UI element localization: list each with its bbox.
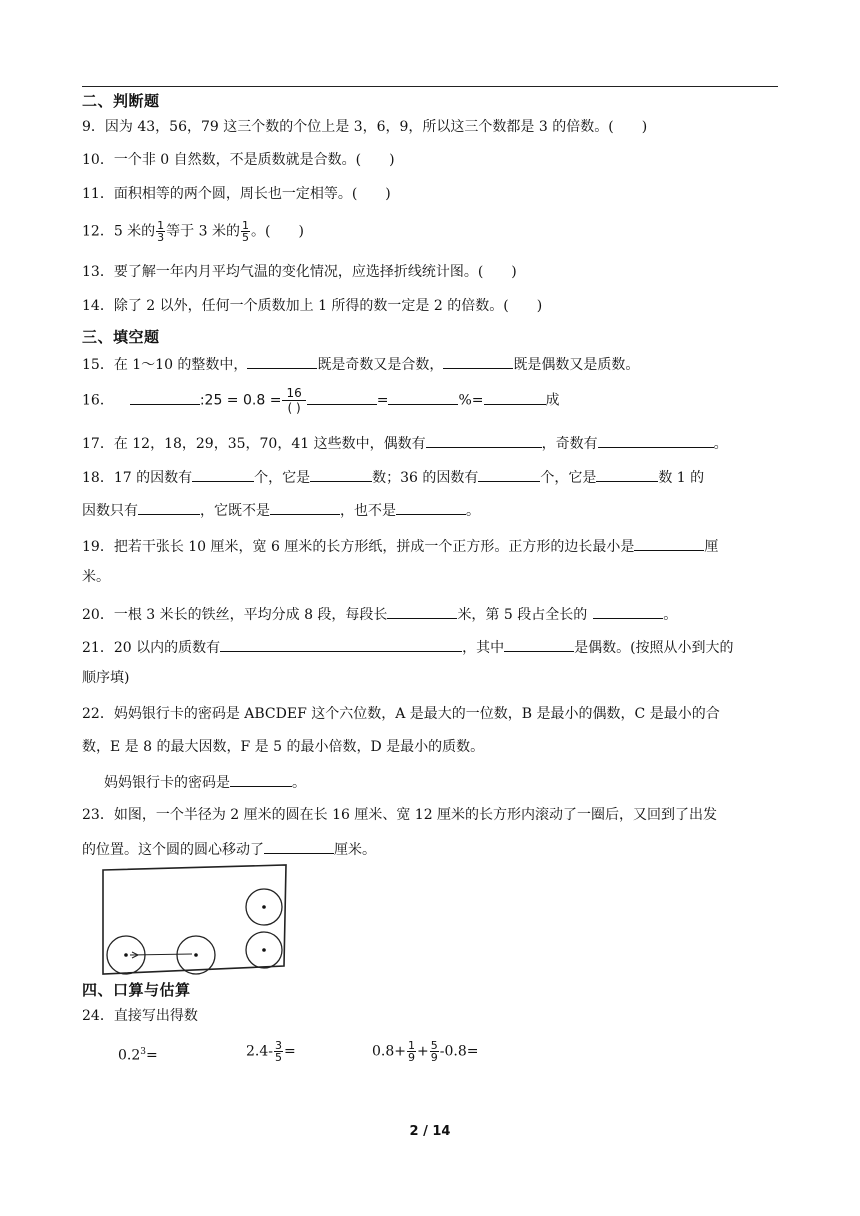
q16-text-b: :25 = 0.8 = xyxy=(199,392,282,409)
calc1-base: 0.2 xyxy=(118,1047,141,1064)
section-heading-fill: 三、填空题 xyxy=(82,328,160,346)
calc2-equals: = xyxy=(284,1043,296,1060)
q15-text-b: 既是奇数又是合数， xyxy=(317,357,444,373)
question-21-line-1 xyxy=(82,637,734,657)
question-18-line-2 xyxy=(82,500,480,520)
circle-right-upper xyxy=(246,889,282,925)
calc3-text-b: -0.8= xyxy=(439,1043,479,1060)
circle-bottom-middle xyxy=(177,936,215,974)
section-heading-calc: 四、口算与估算 xyxy=(82,981,191,999)
q19-text-b: 厘 xyxy=(704,539,719,555)
question-23-line-2 xyxy=(82,839,376,859)
header-rule xyxy=(82,86,778,87)
question-18-line-1 xyxy=(82,467,704,487)
q12-text-c: 。( ) xyxy=(250,223,304,240)
calc3-num-1: 1 xyxy=(408,1039,415,1052)
q22-blank-1[interactable] xyxy=(230,772,292,787)
q16-fraction xyxy=(282,386,305,415)
question-13: 13．要了解一年内月平均气温的变化情况，应选择折线统计图。( ) xyxy=(82,264,517,280)
q12-f1-num: 1 xyxy=(157,219,165,232)
question-19-line-1 xyxy=(82,536,718,556)
calc3-fraction-1 xyxy=(407,1040,416,1063)
page-number: 2 / 14 xyxy=(409,1124,451,1139)
q16-blank-2[interactable] xyxy=(307,390,377,405)
q21-text-c: 是偶数。(按照从小到大的 xyxy=(574,640,734,656)
q18-text-e: 数 1 的 xyxy=(658,470,705,486)
q18-blank-2[interactable] xyxy=(310,467,372,482)
question-11: 11．面积相等的两个圆，周长也一定相等。( ) xyxy=(82,186,391,202)
calc-item-3 xyxy=(372,1040,478,1063)
center-path-line xyxy=(130,954,192,955)
q12-fraction-2 xyxy=(241,220,250,243)
question-19-line-2: 米。 xyxy=(82,569,110,585)
calc3-den-1: 9 xyxy=(408,1051,415,1064)
calc2-text-a: 2.4- xyxy=(246,1043,273,1060)
q15-blank-2[interactable] xyxy=(443,354,513,369)
q16-frac-num: 16 xyxy=(282,386,305,401)
q19-text-a: 19．把若干张长 10 厘米，宽 6 厘米的长方形纸，拼成一个正方形。正方形的边长最小是 xyxy=(82,539,635,555)
q20-blank-2[interactable] xyxy=(593,604,663,619)
question-12 xyxy=(82,220,304,243)
calc3-num-2: 5 xyxy=(430,1039,438,1052)
question-20 xyxy=(82,604,677,624)
q17-blank-2[interactable] xyxy=(598,433,714,448)
calc1-equals: = xyxy=(146,1047,158,1064)
q18-blank-1[interactable] xyxy=(192,467,254,482)
q17-blank-1[interactable] xyxy=(426,433,542,448)
q16-blank-1[interactable] xyxy=(130,390,200,405)
calc1-exponent: 3 xyxy=(140,1047,146,1057)
q15-blank-1[interactable] xyxy=(247,354,317,369)
q16-text-e: 成 xyxy=(545,392,560,409)
q12-text-a: 12．5 米的 xyxy=(82,223,156,240)
question-22-line-1: 22．妈妈银行卡的密码是 ABCDEF 这个六位数，A 是最大的一位数，B 是最小的偶数，C 是最小的合 xyxy=(82,706,720,722)
q18-text-f: 因数只有 xyxy=(82,503,138,519)
question-17 xyxy=(82,433,728,453)
q18-text-d: 个，它是 xyxy=(540,470,597,486)
question-14: 14．除了 2 以外，任何一个质数加上 1 所得的数一定是 2 的倍数。( ) xyxy=(82,298,543,314)
q18-blank-6[interactable] xyxy=(270,500,340,515)
q18-text-a: 18．17 的因数有 xyxy=(82,470,193,486)
q23-text-c: 厘米。 xyxy=(334,842,376,858)
calc3-fraction-2 xyxy=(430,1040,439,1063)
rectangle-outline xyxy=(103,865,286,974)
q20-text-a: 20．一根 3 米长的铁丝，平均分成 8 段，每段长 xyxy=(82,607,388,623)
q16-text-c: = xyxy=(376,392,389,409)
question-15 xyxy=(82,354,639,374)
calc-item-2 xyxy=(246,1040,296,1063)
question-16 xyxy=(82,386,560,415)
calc3-text-a: 0.8+ xyxy=(372,1043,406,1060)
q16-frac-den[interactable]: ( ) xyxy=(287,401,301,415)
q18-text-i: 。 xyxy=(466,503,480,519)
q20-text-b: 米，第 5 段占全长的 xyxy=(457,607,588,623)
question-22-line-2: 数，E 是 8 的最大因数，F 是 5 的最小倍数，D 是最小的质数。 xyxy=(82,739,485,755)
q12-f2-num: 1 xyxy=(241,219,249,232)
q16-blank-3[interactable] xyxy=(388,390,458,405)
q12-text-b: 等于 3 米的 xyxy=(166,223,240,240)
rectangle-rolling-circle-figure xyxy=(98,862,294,978)
q17-text-a: 17．在 12，18，29，35，70，41 这些数中，偶数有 xyxy=(82,436,426,452)
q22-text-d: 。 xyxy=(292,775,306,791)
q19-blank-1[interactable] xyxy=(634,536,704,551)
question-10: 10．一个非 0 自然数，不是质数就是合数。( ) xyxy=(82,152,395,168)
q12-f2-den: 5 xyxy=(241,231,249,244)
q21-text-a: 21．20 以内的质数有 xyxy=(82,640,221,656)
q20-blank-1[interactable] xyxy=(387,604,457,619)
question-24: 24．直接写出得数 xyxy=(82,1008,198,1024)
question-21-line-2: 顺序填) xyxy=(82,670,130,686)
question-9: 9．因为 43，56，79 这三个数的个位上是 3，6，9，所以这三个数都是 3 的倍数。( ) xyxy=(82,119,648,135)
q18-blank-4[interactable] xyxy=(596,467,658,482)
q12-f1-den: 3 xyxy=(157,231,165,244)
q16-text-d: %= xyxy=(458,392,484,409)
calc2-fraction xyxy=(274,1040,283,1063)
q18-text-c: 数；36 的因数有 xyxy=(372,470,479,486)
q20-text-c: 。 xyxy=(663,607,678,623)
q23-blank-1[interactable] xyxy=(264,839,334,854)
q12-fraction-1 xyxy=(156,220,165,243)
question-22-line-3 xyxy=(104,772,306,792)
calc3-plus: + xyxy=(417,1043,429,1060)
q21-blank-1[interactable] xyxy=(220,637,462,652)
calc-item-1 xyxy=(118,1047,158,1064)
q21-text-b: ，其中 xyxy=(462,640,505,656)
q17-text-b: ，奇数有 xyxy=(541,436,598,452)
q16-blank-4[interactable] xyxy=(484,390,546,405)
q15-text-a: 15．在 1～10 的整数中， xyxy=(82,357,248,373)
q15-text-c: 既是偶数又是质数。 xyxy=(513,357,640,373)
question-23-line-1: 23．如图，一个半径为 2 厘米的圆在长 16 厘米、宽 12 厘米的长方形内滚动了一圈后，又回到了出发 xyxy=(82,807,718,823)
q18-text-h: ，也不是 xyxy=(340,503,396,519)
q16-text-a: 16． xyxy=(82,392,114,409)
section-heading-judge: 二、判断题 xyxy=(82,92,160,110)
calc2-num: 3 xyxy=(275,1039,282,1052)
circle-bottom-right xyxy=(246,932,282,968)
q23-text-b: 的位置。这个圆的圆心移动了 xyxy=(82,842,264,858)
q18-blank-7[interactable] xyxy=(396,500,466,515)
calc2-den: 5 xyxy=(275,1051,282,1064)
q22-text-c: 妈妈银行卡的密码是 xyxy=(104,775,230,791)
q18-text-g: ，它既不是 xyxy=(200,503,270,519)
q17-text-c: 。 xyxy=(713,436,728,452)
q18-blank-3[interactable] xyxy=(478,467,540,482)
q18-blank-5[interactable] xyxy=(138,500,200,515)
q18-text-b: 个，它是 xyxy=(254,470,311,486)
q21-blank-2[interactable] xyxy=(504,637,574,652)
calc3-den-2: 9 xyxy=(430,1051,438,1064)
